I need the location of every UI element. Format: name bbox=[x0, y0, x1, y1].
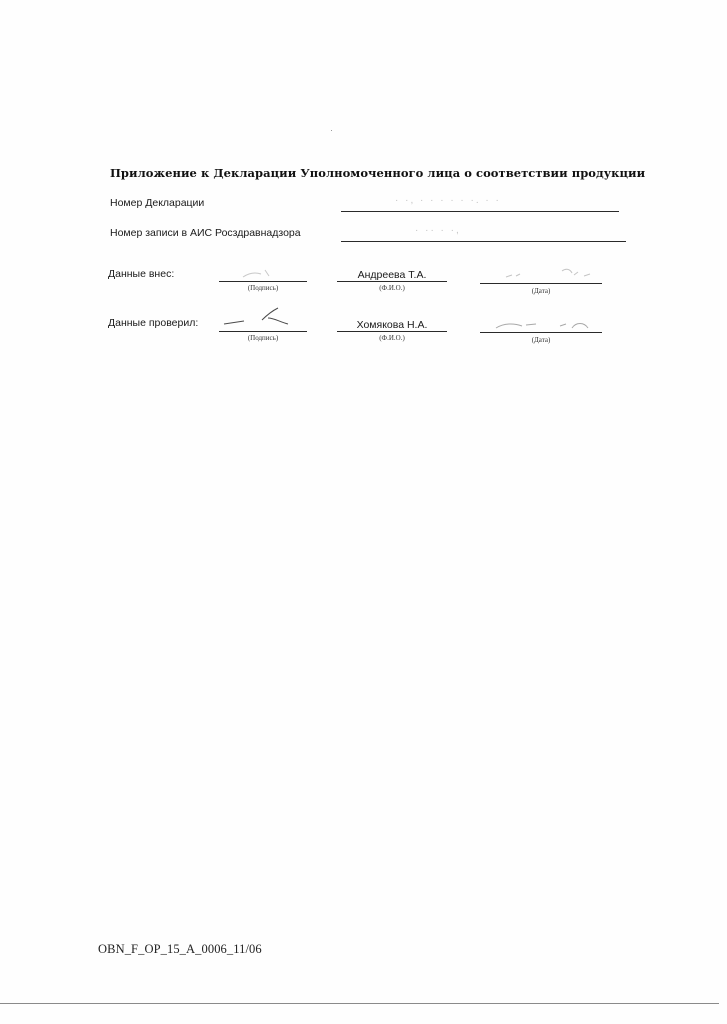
entered-signature-line bbox=[219, 281, 307, 282]
declaration-number-line bbox=[341, 211, 619, 212]
checked-name-line bbox=[337, 331, 447, 332]
entered-by-label: Данные внес: bbox=[108, 268, 175, 280]
entered-name-caption: (Ф.И.О.) bbox=[379, 284, 405, 292]
checked-signature-image bbox=[222, 304, 312, 330]
checked-signature-caption: (Подпись) bbox=[247, 334, 279, 342]
ais-record-label: Номер записи в АИС Росздравнадзора bbox=[110, 227, 301, 239]
document-title: Приложение к Декларации Уполномоченного лица о соответствии продукции bbox=[110, 166, 646, 180]
ais-record-line bbox=[341, 241, 626, 242]
checked-by-name: Хомякова Н.А. bbox=[356, 319, 428, 331]
checked-by-label: Данные проверил: bbox=[108, 317, 199, 329]
declaration-number-faded-value: · ·, · · · · · ·. · · bbox=[395, 195, 501, 206]
entered-date-faded-image bbox=[500, 263, 600, 283]
entered-by-name: Андреева Т.А. bbox=[357, 269, 427, 281]
checked-name-caption: (Ф.И.О.) bbox=[379, 334, 405, 342]
entered-date-caption: (Дата) bbox=[531, 287, 551, 295]
scan-speck bbox=[331, 130, 332, 131]
scan-bottom-edge bbox=[0, 1003, 719, 1004]
checked-date-line bbox=[480, 332, 602, 333]
form-code: OBN_F_OP_15_A_0006_11/06 bbox=[98, 942, 262, 956]
ais-record-faded-value: · ·· · ·, bbox=[415, 225, 461, 236]
checked-signature-line bbox=[219, 331, 307, 332]
entered-name-line bbox=[337, 281, 447, 282]
declaration-number-label: Номер Декларации bbox=[110, 197, 205, 209]
entered-date-line bbox=[480, 283, 602, 284]
entered-signature-image bbox=[235, 264, 285, 282]
checked-date-caption: (Дата) bbox=[531, 336, 551, 344]
entered-signature-caption: (Подпись) bbox=[247, 284, 279, 292]
